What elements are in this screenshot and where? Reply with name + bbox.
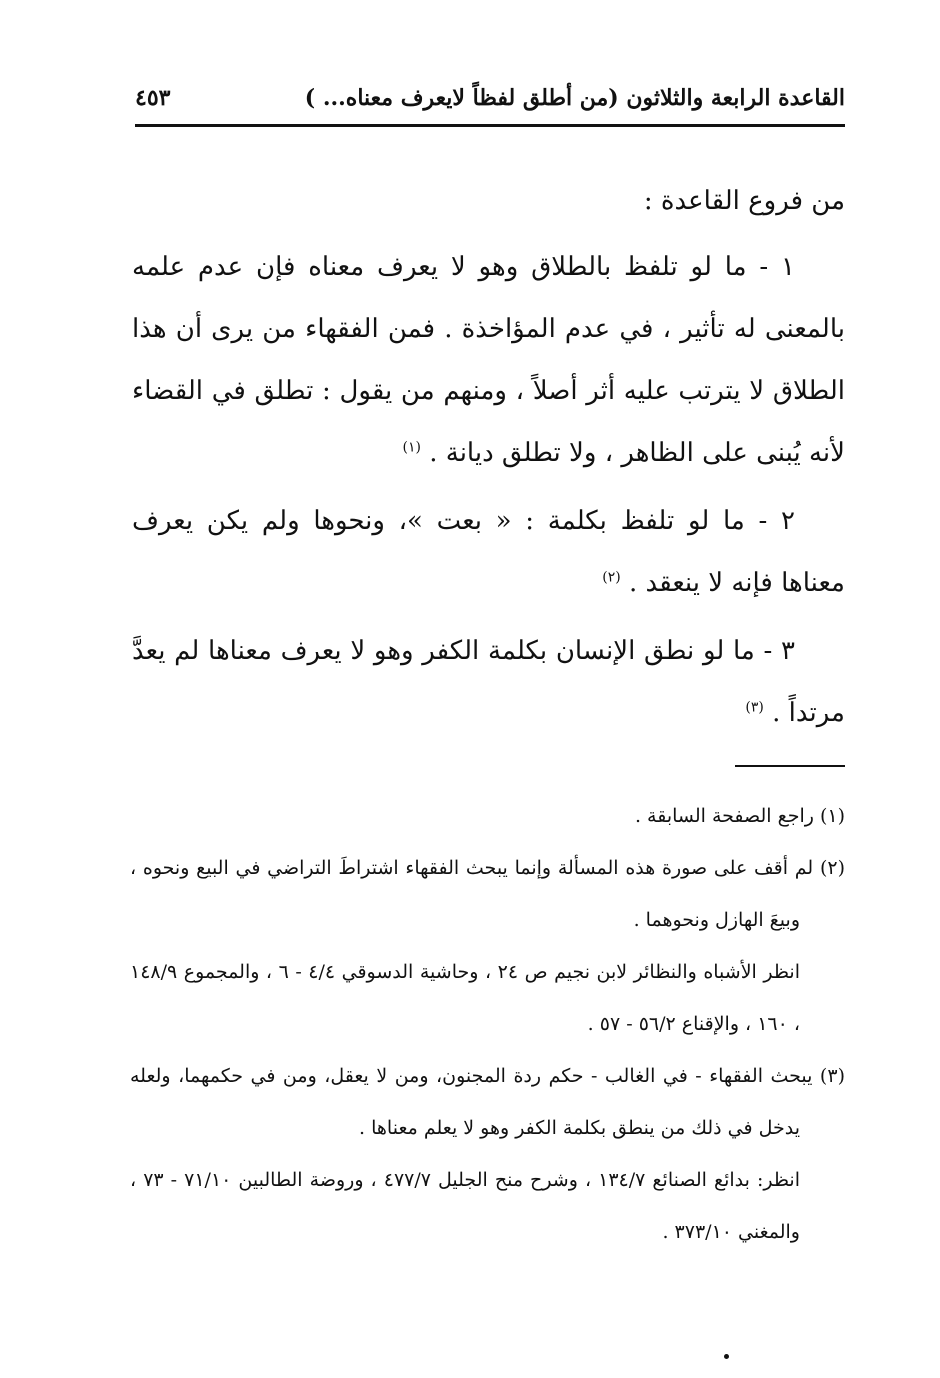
running-header — [135, 72, 845, 124]
branch-item-2-text: ٢ - ما لو تلفظ بكلمة : « بعت »، ونحوها ولم يكن يعرف معناها فإنه لا ينعقد . — [132, 506, 845, 598]
header-rule — [135, 124, 845, 127]
footnote-3-references: انظر: بدائع الصنائع ١٣٤/٧ ، وشرح منح الجليل ٤٧٧/٧ ، وروضة الطالبين ٧١/١٠ - ٧٣ ، والمغني ٣٧٣/١٠ . — [130, 1169, 800, 1243]
page-number: ٤٥٣ — [135, 85, 171, 111]
branch-item-2 — [132, 490, 845, 614]
scan-speck — [724, 1354, 729, 1359]
branch-item-1 — [132, 236, 845, 484]
footnote-ref-1: (١) — [402, 439, 421, 456]
section-heading: من فروع القاعدة : — [643, 186, 845, 216]
branch-item-3 — [132, 620, 845, 744]
branch-item-1-text: ١ - ما لو تلفظ بالطلاق وهو لا يعرف معناه فإن عدم علمه بالمعنى له تأثير ، في عدم المؤاخذة . فمن الفقهاء من يرى أن هذا الطلاق لا يترتب عليه أثر أصلاً ، ومنهم من يقول : تطلق في القضاء لأنه يُبنى على الظاهر ، ولا تطلق ديانة . — [132, 252, 845, 468]
footnote-3: (٣) يبحث الفقهاء - في الغالب - حكم ردة المجنون، ومن لا يعقل، ومن في حكمهما، ولعله يدخل في ذلك من ينطق بكلمة الكفر وهو لا يعلم معناها . — [130, 1065, 845, 1139]
running-title: القاعدة الرابعة والثلاثون (من أطلق لفظاً لايعرف معناه... ) — [304, 85, 845, 111]
footnote-1: (١) راجع الصفحة السابقة . — [634, 805, 845, 827]
footnotes — [130, 790, 845, 1258]
footnote-2-references: انظر الأشباه والنظائر لابن نجيم ص ٢٤ ، وحاشية الدسوقي ٤/٤ - ٦ ، والمجموع ١٤٨/٩ ، ١٦٠ ، والإقناع ٥٦/٢ - ٥٧ . — [130, 961, 800, 1035]
footnote-ref-3: (٣) — [745, 699, 764, 716]
branch-item-3-text: ٣ - ما لو نطق الإنسان بكلمة الكفر وهو لا يعرف معناها لم يعدَّ مرتداً . — [132, 636, 845, 728]
footnote-ref-2: (٢) — [602, 569, 621, 586]
footnote-2: (٢) لم أقف على صورة هذه المسألة وإنما يبحث الفقهاء اشتراطَ التراضي في البيع ونحوه ، وبيعَ الهازل ونحوهما . — [130, 857, 845, 931]
main-text — [132, 170, 845, 750]
footnote-separator — [735, 765, 845, 767]
